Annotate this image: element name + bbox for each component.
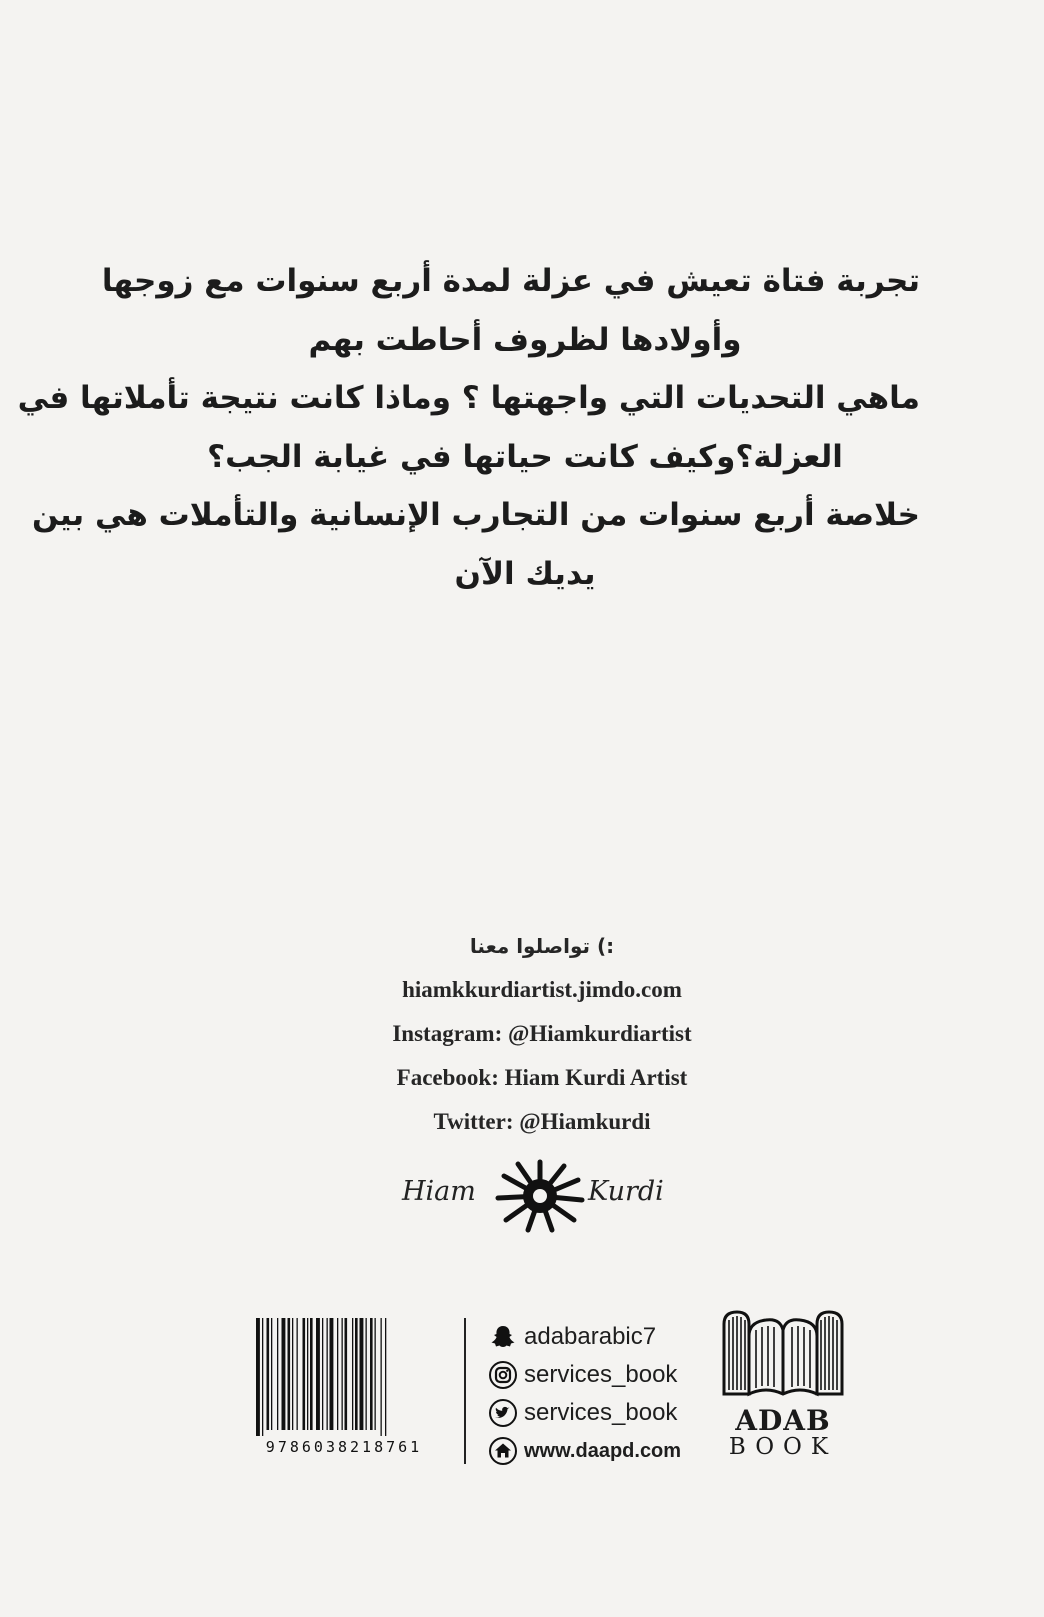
contact-heading: :) تواصلوا معنا	[469, 934, 615, 958]
open-book-icon	[718, 1306, 848, 1402]
publisher-socials	[488, 1318, 718, 1470]
barcode-bars	[240, 1318, 448, 1436]
publisher-subname: BOOK	[728, 1434, 838, 1460]
snapchat-icon	[488, 1322, 518, 1352]
publisher-logo	[718, 1306, 848, 1466]
home-icon	[488, 1436, 518, 1466]
back-cover-blurb	[17, 252, 920, 603]
author-facebook: Facebook: Hiam Kurdi Artist	[396, 1065, 688, 1090]
divider	[464, 1318, 466, 1464]
author-signature	[392, 1156, 692, 1236]
blurb-line-3: ماهي التحديات التي واجهتها ؟ وماذا كانت نتيجة تأملاتها في	[17, 380, 920, 416]
blurb-line-1: تجربة فتاة تعيش في عزلة لمدة أربع سنوات مع زوجها	[101, 263, 920, 299]
instagram-row[interactable]	[488, 1356, 718, 1394]
twitter-icon	[488, 1398, 518, 1428]
snapchat-handle: adabarabic7	[524, 1323, 657, 1350]
signature-first-name: Hiam	[402, 1176, 476, 1207]
website-row[interactable]	[488, 1432, 718, 1470]
blurb-line-2: وأولادها لظروف أحاطت بهم	[308, 321, 742, 358]
blurb-line-6: يديك الآن	[454, 555, 596, 592]
signature-last-name: Kurdi	[588, 1176, 664, 1207]
isbn-number: 9786038218761	[265, 1438, 423, 1456]
isbn-barcode	[240, 1318, 448, 1464]
publisher-website: www.daapd.com	[524, 1439, 682, 1462]
blurb-line-5: خلاصة أربع سنوات من التجارب الإنسانية والتأملات هي بين	[32, 497, 920, 533]
instagram-icon	[488, 1360, 518, 1390]
twitter-handle: services_book	[524, 1399, 678, 1426]
author-website: hiamkkurdiartist.jimdo.com	[402, 977, 682, 1002]
twitter-row[interactable]	[488, 1394, 718, 1432]
sun-emblem-icon	[494, 1158, 586, 1234]
author-twitter: Twitter: @Hiamkurdi	[433, 1109, 651, 1134]
author-instagram: Instagram: @Hiamkurdiartist	[392, 1021, 692, 1046]
instagram-handle: services_book	[524, 1361, 678, 1388]
snapchat-row[interactable]	[488, 1318, 718, 1356]
blurb-line-4: العزلة؟وكيف كانت حياتها في غيابة الجب؟	[207, 438, 843, 475]
publisher-name: ADAB	[735, 1404, 831, 1437]
author-contact	[262, 924, 822, 1144]
